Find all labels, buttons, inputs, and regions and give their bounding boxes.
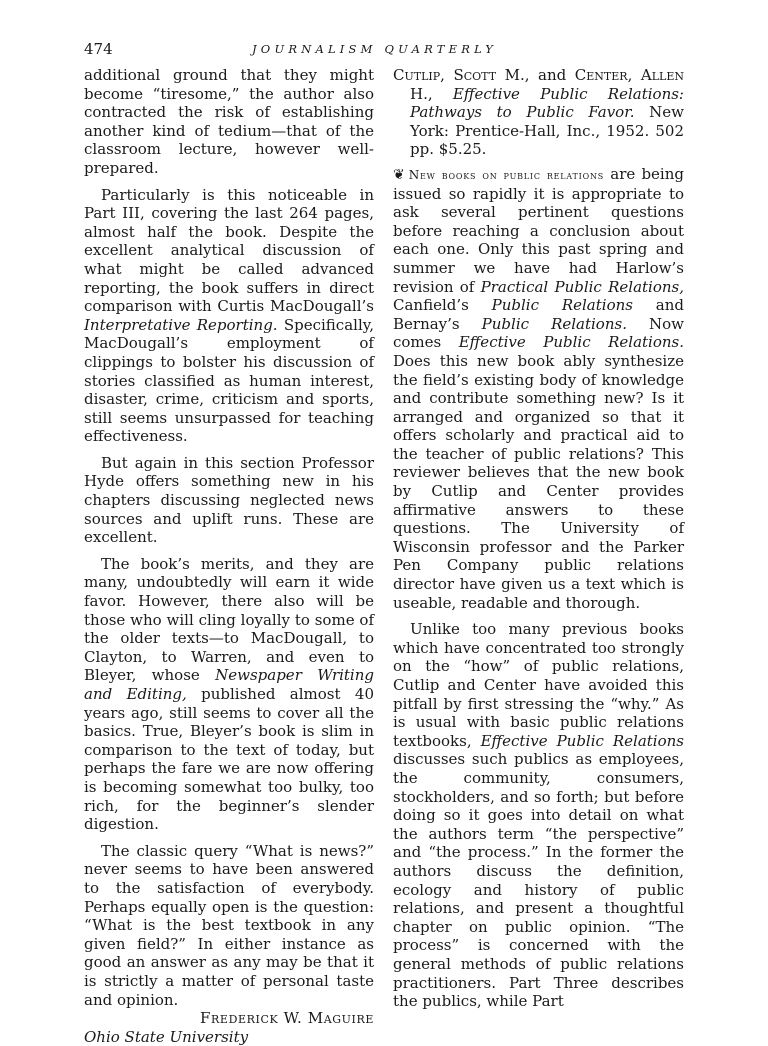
book-title: Interpretative Reporting. (84, 315, 278, 334)
citation-publisher: New York: Prentice-Hall, Inc., 1952. 502 pp. $5.25. (410, 103, 684, 159)
paragraph (393, 165, 684, 612)
paragraph-text: Does this new book ably synthesize the field’s existing body of knowledge and contribute something new? Is it arranged and organized so that it offers scholarly and practical aid to the teacher of public relations? This reviewer believes that the new book by Cutlip and Center provides affirmative answers to these questions. The University of Wisconsin professor and the Parker Pen Company public relations director have given us a text which is useable, readable and thorough. (393, 351, 684, 612)
paragraph-text: Particularly is this noticeable in Part III, covering the last 264 pages, almost half the book. Despite the excellent analytical discussion of what might be called advanced reporting, the book suffers in direct comparison with Curtis MacDougall’s (84, 185, 374, 316)
page-number: 474 (84, 40, 113, 58)
right-column (393, 66, 684, 1011)
page-header (84, 40, 684, 60)
paragraph-text: published almost 40 years ago, still seems to cover all the basics. True, Bleyer’s book is slim in comparison to the text of today, but perhaps the fare we are now offering is becoming somewhat too bulky, too rich, for the beginner’s slender digestion. (84, 685, 374, 834)
paragraph (84, 842, 374, 1009)
book-citation (393, 66, 684, 159)
book-title: Public Relations (491, 296, 633, 315)
paragraph-text: discusses such publics as employees, the community, consumers, stockholders, and so forth; but before doing so it goes into detail on what the authors term “the perspective” and “the process.” In the former the authors discuss the definition, ecology and history of public relations, and present a thoughtful chapter on public opinion. “The process” is concerned with the general methods of public relations practitioners. Part Three describes the publics, while Part (393, 750, 684, 1011)
lead-caps: New books on public relations (408, 167, 605, 182)
running-head: JOURNALISM QUARTERLY (252, 42, 497, 56)
paragraph (84, 186, 374, 446)
reviewer-name: Frederick W. Maguire (200, 1009, 374, 1028)
paragraph (84, 555, 374, 834)
paragraph-text: are being issued so rapidly it is appropriate to ask several pertinent questions before reaching a conclusion about each one. Only this past spring and summer we have had Harlow’s revision of (393, 164, 684, 296)
paragraph-text: But again in this section Professor Hyde offers something new in his chapters discussing neglected news sources and uplift runs. These are excellent. (84, 453, 374, 547)
paragraph-text: and Bernay’s (393, 296, 684, 333)
citation-author: Cutlip, Scott M., (393, 66, 530, 84)
left-column (84, 66, 374, 1046)
paragraph (84, 454, 374, 547)
paragraph (393, 620, 684, 1010)
book-title: Effective Public Relations (480, 731, 684, 750)
paragraph-text: The book’s merits, and they are many, undoubtedly will earn it wide favor. However, there also will be those who will cling loyally to some of the older texts—to MacDougall, to Clayton, to Warren, and even to Bleyer, whose (84, 554, 374, 685)
fleuron-icon: ❦ (393, 166, 405, 183)
citation-author: Center, Allen H., (410, 66, 684, 103)
reviewer-institution: Ohio State University (84, 1027, 249, 1046)
book-title: Newspaper Writing and Editing, (84, 666, 374, 703)
book-title: Practical Public Relations, (480, 277, 685, 296)
paragraph-text: Unlike too many previous books which have concentrated too strongly on the “how” of public relations, Cutlip and Center have avoided this pitfall by first stressing the “why.” As is usual with basic public relations textbooks, (393, 620, 684, 750)
paragraph-text: Canfield’s (393, 296, 492, 315)
citation-title: Effective Public Relations: Pathways to Public Favor. (410, 84, 684, 122)
citation-text: and (529, 66, 575, 84)
paragraph-text: Now comes (393, 314, 685, 352)
paragraph (84, 66, 374, 178)
paragraph-text: The classic query “What is news?” never seems to have been answered to the satisfaction of everybody. Perhaps equally open is the question: “What is the best textbook in any given field?” In either instance as good an answer as any may be that it is strictly a matter of personal taste and opinion. (84, 841, 374, 1009)
paragraph-text: additional ground that they might become “tiresome,” the author also contracted the risk of establishing another kind of tedium—that of the classroom lecture, however well-prepared. (84, 66, 374, 177)
book-title: Public Relations. (481, 314, 627, 333)
paragraph-text: Specifically, MacDougall’s employment of clippings to bolster his discussion of stories classified as human interest, disaster, crime, criticism and sports, still seems unsurpassed for teaching effectiveness. (84, 315, 375, 446)
book-title: Effective Public Relations. (458, 333, 685, 352)
